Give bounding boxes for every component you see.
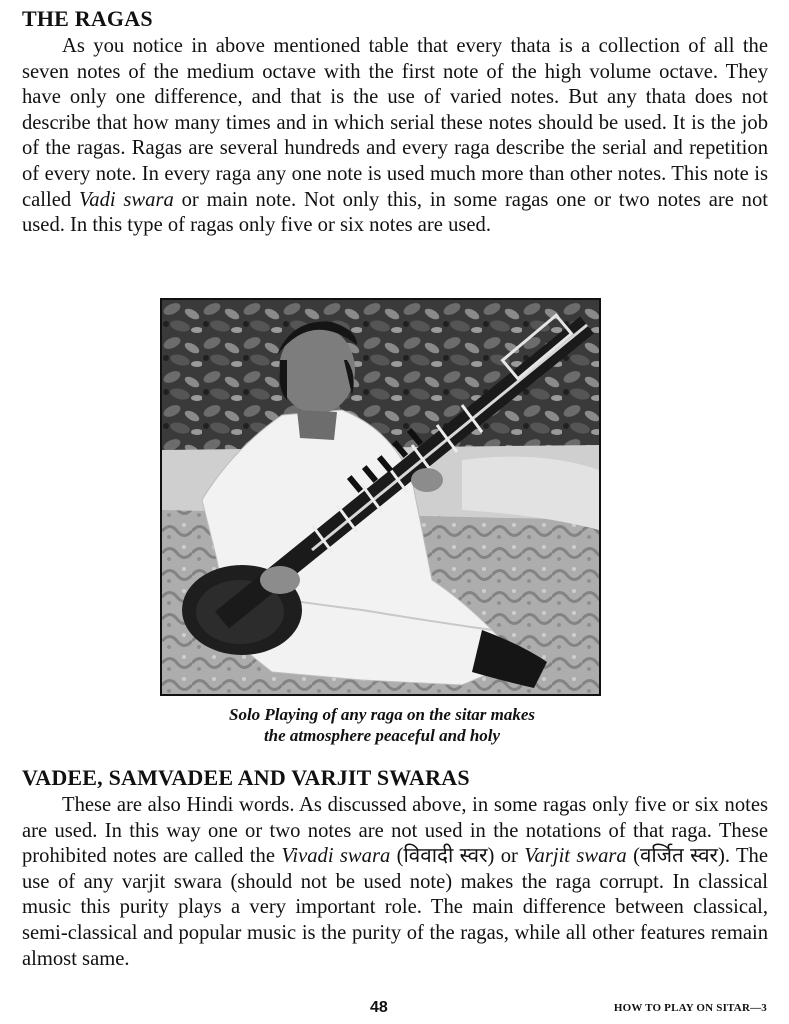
sitar-player-photo <box>160 298 601 696</box>
ragas-text-em: Vadi swara <box>78 188 174 211</box>
caption-line-2: the atmosphere peaceful and holy <box>263 726 501 745</box>
section-heading-swaras: VADEE, SAMVADEE AND VARJIT SWARAS <box>22 765 470 790</box>
swaras-text-mid1: (विवादी स्वर) or <box>390 845 525 868</box>
photo-caption <box>160 704 604 746</box>
ragas-text-pre: As you notice in above mentioned table that every thata is a collection of all the seven notes of the medium octave with the first note of the high volume octave. They have only one difference, and that is the use of varied notes. But any thata does not describe that how many times and in which serial these notes should be used. It is the job of the ragas. Ragas are several hundreds and every raga describe the serial and repetition of every note. In every raga any one note is used much more than other notes. This note is called <box>22 35 768 211</box>
caption-line-1: Solo Playing of any raga on the sitar makes <box>228 705 536 724</box>
swaras-text-em1: Vivadi swara <box>281 845 391 868</box>
running-footer-title: HOW TO PLAY ON SITAR—3 <box>613 1002 767 1014</box>
swaras-text-mid2: (वर्जित स्वर). The use of any varjit swara (should not be used note) makes the raga corrupt. In classical music this purity plays a very important role. The main difference between classical, semi-classical and popular music is the purity of the ragas, while all other features remain almost same. <box>22 845 768 970</box>
page-number: 48 <box>370 999 388 1016</box>
ragas-paragraph <box>22 34 768 239</box>
ragas-text-post: or main note. Not only this, in some ragas one or two notes are not used. In this type of ragas only five or six notes are used. <box>22 188 769 237</box>
swaras-text-pre: These are also Hindi words. As discussed above, in some ragas only five or six notes are used. In this way one or two notes are not used in the notations of that raga. These prohibited notes are called the <box>22 794 768 868</box>
swaras-paragraph <box>22 793 768 972</box>
section-heading-ragas: THE RAGAS <box>22 6 153 31</box>
swaras-text-em2: Varjit swara <box>524 845 627 868</box>
